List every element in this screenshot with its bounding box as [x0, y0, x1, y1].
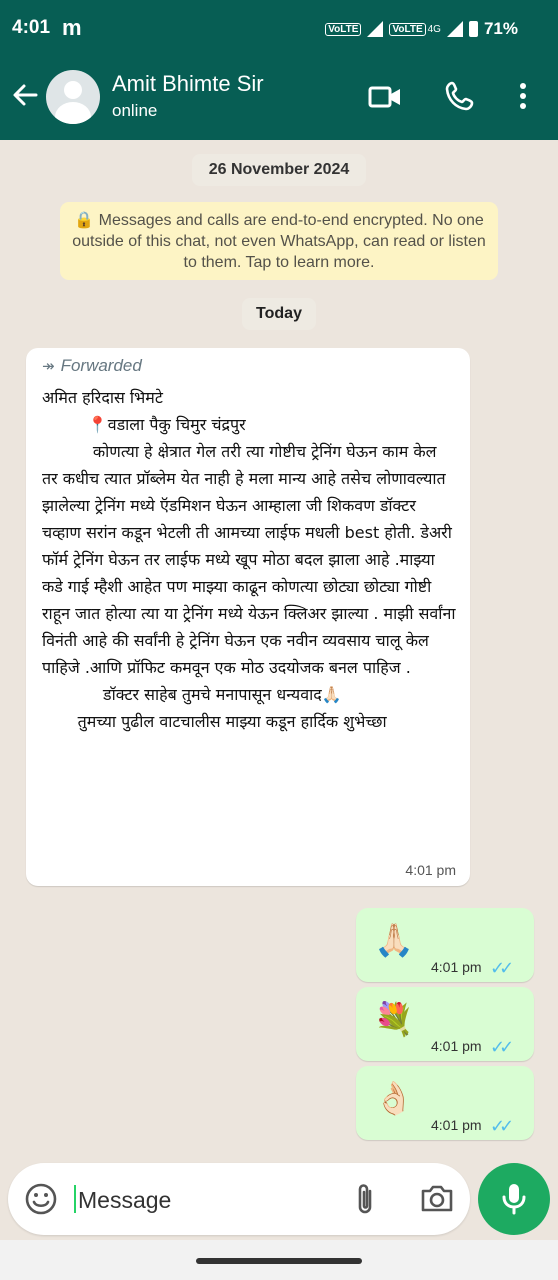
outgoing-message[interactable]: [356, 987, 534, 1061]
status-time: 4:01: [12, 17, 51, 38]
date-separator: 26 November 2024: [192, 154, 366, 186]
camera-icon[interactable]: [420, 1183, 454, 1218]
encryption-notice[interactable]: 🔒 Messages and calls are end-to-end encrypted. No one outside of this chat, not even WhatsApp, can read or listen to them. Tap to learn more.: [60, 202, 498, 280]
read-ticks-icon: ✓✓: [490, 1116, 509, 1136]
battery-percent: 71%: [483, 19, 518, 38]
message-time: 4:01 pm: [405, 862, 456, 878]
forward-icon: ↠: [42, 358, 55, 375]
message-emoji: 👌🏻: [374, 1080, 414, 1116]
signal-icon-2: [447, 21, 463, 37]
attach-icon[interactable]: [353, 1181, 377, 1222]
signal-icon: [367, 21, 383, 37]
avatar-head-shape: [64, 81, 82, 99]
more-menu-icon[interactable]: [518, 80, 528, 119]
today-separator: Today: [242, 298, 316, 330]
forwarded-indicator: [42, 356, 456, 382]
outgoing-message[interactable]: [356, 908, 534, 982]
forwarded-label: Forwarded: [60, 356, 142, 375]
outgoing-message[interactable]: [356, 1066, 534, 1140]
message-composer: [8, 1163, 470, 1235]
read-ticks-icon: ✓✓: [490, 1037, 509, 1057]
back-arrow-icon[interactable]: [10, 80, 40, 115]
video-call-icon[interactable]: [368, 80, 402, 119]
volte-badge: VoLTE: [325, 23, 361, 36]
mic-icon[interactable]: [478, 1163, 550, 1235]
volte-badge-2: VoLTE: [389, 23, 425, 36]
read-ticks-icon: ✓✓: [490, 958, 509, 978]
message-input[interactable]: [76, 1177, 340, 1223]
status-indicators: [325, 19, 518, 39]
app-notification-icon: m: [62, 15, 82, 40]
network-type: 4G: [427, 23, 441, 35]
message-emoji: 🙏🏻: [374, 922, 414, 958]
chat-header: [0, 58, 558, 140]
emoji-icon[interactable]: [24, 1182, 58, 1221]
status-bar: [0, 0, 558, 58]
message-time: 4:01 pm: [431, 959, 482, 975]
incoming-message[interactable]: [26, 348, 470, 886]
avatar-body-shape: [55, 102, 91, 124]
contact-name[interactable]: Amit Bhimte Sir: [112, 71, 264, 96]
message-time: 4:01 pm: [431, 1038, 482, 1054]
battery-icon: [469, 21, 478, 37]
message-text: अमित हरिदास भिमटे 📍वडाला पैकु चिमुर चंद्रपुर कोणत्या हे क्षेत्रात गेल तरी त्या गोष्टीच ट्रेनिंग घेऊन काम केल तर कधीच त्यात प्रॉब्लेम येत नाही हे मला मान्य आहे तसेच लोणावल्यात झालेल्या ट्रेनिंग मध्ये ऍडमिशन घेऊन आम्हाला जी शिकवण डॉक्टर चव्हाण सरांन कडून भेटली ती आमच्या लाईफ मधली best होती. डेअरी फॉर्म ट्रेनिंग घेऊन तर लाईफ मध्ये खूप मोठा बदल झाला आहे .माझ्या कडे गाई म्हैशी आहेत पण माझ्या काढून कोणत्या छोट्या छोट्या गोष्टी राहून जात होत्या त्या या ट्रेनिंग मध्ये येऊन क्लिअर झाल्या . माझी सर्वांना विनंती आहे की सर्वांनी हे ट्रेनिंग घेऊन एक नवीन व्यवसाय चालू केल पाहिजे .आणि प्रॉफिट कमवून एक मोठ उदयोजक बनल पाहिज . डॉक्टर साहेब तुमचे मनापासून धन्यवाद🙏🏻 तुमच्या पुढील वाटचालीस माझ्या कडून हार्दिक शुभेच्छा: [42, 388, 456, 731]
avatar[interactable]: [46, 70, 100, 124]
message-emoji: 💐: [374, 1001, 414, 1037]
phone-icon[interactable]: [444, 80, 476, 117]
chat-area[interactable]: [0, 140, 558, 1240]
message-time: 4:01 pm: [431, 1117, 482, 1133]
contact-status: online: [112, 101, 158, 120]
system-navigation-bar: [0, 1240, 558, 1280]
home-gesture-pill[interactable]: [196, 1258, 362, 1264]
